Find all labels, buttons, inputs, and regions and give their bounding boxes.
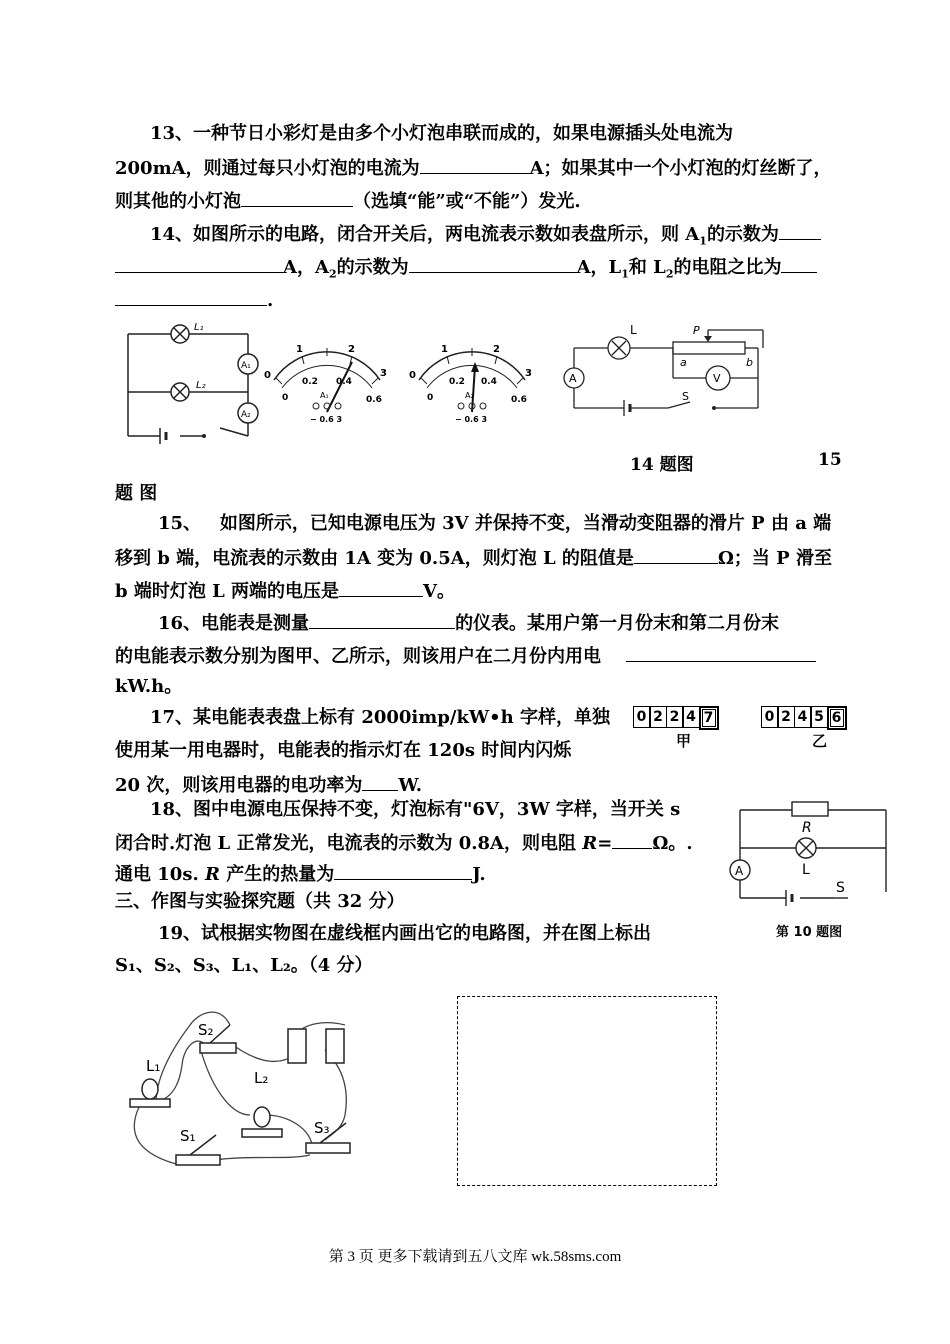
m1-small-0: 0 [282,393,289,403]
q18-line1: 18、图中电源电压保持不变，灯泡标有"6V，3W 字样，当开关 s [150,799,681,820]
q15-line2: 移到 b 端，电流表的示数由 1A 变为 0.5A，则灯泡 L 的阻值是 Ω；当 P 滑至 [115,545,832,571]
q14-blank1a[interactable] [779,221,821,240]
q13-line2: 200mA，则通过每只小灯泡的电流为 A；如果其中一个小灯泡的灯丝断了， [115,155,832,181]
m1-small-3: 0.6 [366,395,382,405]
m1-big-3: 3 [380,368,387,379]
yi-digit-1: 0 [761,706,779,728]
circuit-drawing-area[interactable] [457,996,717,1186]
yi-digit-5: 6 [827,706,847,730]
q15-blank1[interactable] [634,545,718,564]
yi-digit-3: 4 [794,706,812,728]
q18-blank2[interactable] [334,861,472,880]
q19-line1: 19、试根据实物图在虚线框内画出它的电路图，并在图上标出 [158,923,652,944]
q16-blank2[interactable] [626,643,816,662]
yi-digit-2: 2 [777,706,795,728]
q17-line2: 使用某一用电器时，电能表的指示灯在 120s 时间内闪烁 [115,740,572,761]
q13-blank2[interactable] [241,188,353,207]
fig15-A: A [569,372,577,385]
section3-title: 三、作图与实验探究题（共 32 分） [115,891,405,912]
fig14-A1-label: A₁ [241,361,251,371]
q16-blank1[interactable] [309,610,455,629]
jia-digit-1: 0 [633,706,651,728]
q18-blank1[interactable] [612,830,652,849]
jia-digit-3: 2 [666,706,684,728]
fig15-a: a [680,356,687,369]
q14-blank2[interactable] [409,254,577,273]
fig19-S1: S₁ [180,1127,196,1145]
fig14-ammeter-1 [262,340,392,439]
q17-line1: 17、某电能表表盘上标有 2000imp/kW•h 字样，单独 [150,707,611,728]
fig15-S: S [682,390,689,403]
caption-14: 14 题图 [630,455,694,475]
fig15-V: V [713,372,721,385]
q16-line3: kW.h。 [115,676,183,697]
q15-line1: 15、 如图所示，已知电源电压为 3V 并保持不变，当滑动变阻器的滑片 P 由 a 端 [158,513,832,534]
fig18-R: R [802,820,812,836]
m2-label: A₂ [465,391,474,400]
m1-small-2: 0.4 [336,377,352,387]
fig18-A: A [735,864,744,878]
fig15-b: b [746,356,753,369]
m2-small-2: 0.4 [481,377,497,387]
q14-line3: . [115,287,273,313]
m1-terminals: − 0.6 3 [310,415,343,424]
m2-big-2: 2 [493,344,500,355]
q14-blank3b[interactable] [115,287,267,306]
m1-small-1: 0.2 [302,377,318,387]
m1-big-2: 2 [348,344,355,355]
fig19-S3: S₃ [314,1119,330,1137]
m1-big-1: 1 [296,344,303,355]
m2-small-0: 0 [427,393,434,403]
meter-jia [634,706,719,730]
m2-big-3: 3 [525,368,532,379]
meter-yi [762,706,847,730]
q19-line2: S₁、S₂、S₃、L₁、L₂。（4 分） [115,955,373,976]
fig15-L: L [630,323,637,337]
fig19-L2: L₂ [254,1069,269,1087]
q18-line2: 闭合时.灯泡 L 正常发光，电流表的示数为 0.8A，则电阻 R= Ω。. [115,830,693,856]
caption-15b: 题 图 [115,483,158,504]
jia-digit-4: 4 [682,706,700,728]
fig19-L1: L₁ [146,1057,161,1075]
q15-blank2[interactable] [339,578,423,597]
yi-digit-4: 5 [810,706,828,728]
jia-digit-2: 2 [649,706,667,728]
q16-line2: 的电能表示数分别为图甲、乙所示，则该用户在二月份内用电 [115,643,816,669]
q14-line1: 14、如图所示的电路，闭合开关后，两电流表示数如表盘所示，则 $A_1$的示数为 [150,221,821,254]
fig19-physical-circuit [120,1005,370,1179]
jia-digit-5: 7 [699,706,719,730]
m2-small-3: 0.6 [511,395,527,405]
q18-line3: 通电 10s. R 产生的热量为 J. [115,861,486,887]
fig15-circuit [558,320,773,424]
m2-small-1: 0.2 [449,377,465,387]
fig18-caption: 第 10 题图 [776,925,843,940]
m2-big-0: 0 [409,370,416,381]
fig19-S2: S₂ [198,1021,214,1039]
fig14-ammeter-2 [405,340,540,439]
q13-line3: 则其他的小灯泡 （选填“能”或“不能”）发光. [115,188,581,214]
q15-line3: b 端时灯泡 L 两端的电压是 V。 [115,578,455,604]
q16-line1: 16、电能表是测量 的仪表。某用户第一月份末和第二月份末 [158,610,779,636]
meter-yi-label: 乙 [812,732,828,750]
page-footer: 第 3 页 更多下载请到五八文库 wk.58sms.com [328,1249,622,1265]
fig18-circuit [724,796,894,945]
fig14-L1-label: L₁ [194,322,204,333]
fig18-S: S [836,880,845,896]
meter-jia-label: 甲 [676,732,692,750]
q13-line1: 13、一种节日小彩灯是由多个小灯泡串联而成的，如果电源插头处电流为 [150,123,734,144]
m1-big-0: 0 [264,370,271,381]
m2-big-1: 1 [441,344,448,355]
q17-blank[interactable] [362,772,398,791]
q14-blank1b[interactable] [115,254,283,273]
caption-15a: 15 [818,450,842,470]
fig15-P: P [693,324,700,337]
q17-line3: 20 次，则该用电器的电功率为 W. [115,772,422,798]
m1-label: A₁ [320,391,329,400]
fig14-L2-label: L₂ [196,380,206,391]
fig14-A2-label: A₂ [241,410,251,420]
fig18-L: L [802,862,810,878]
q14-line2: A，$A_2$的示数为 A，$L_1$和 $L_2$的电阻之比为 [115,254,817,287]
q14-blank3a[interactable] [781,254,817,273]
fig14-circuit [120,318,270,452]
m2-terminals: − 0.6 3 [455,415,488,424]
q13-blank1[interactable] [420,155,530,174]
